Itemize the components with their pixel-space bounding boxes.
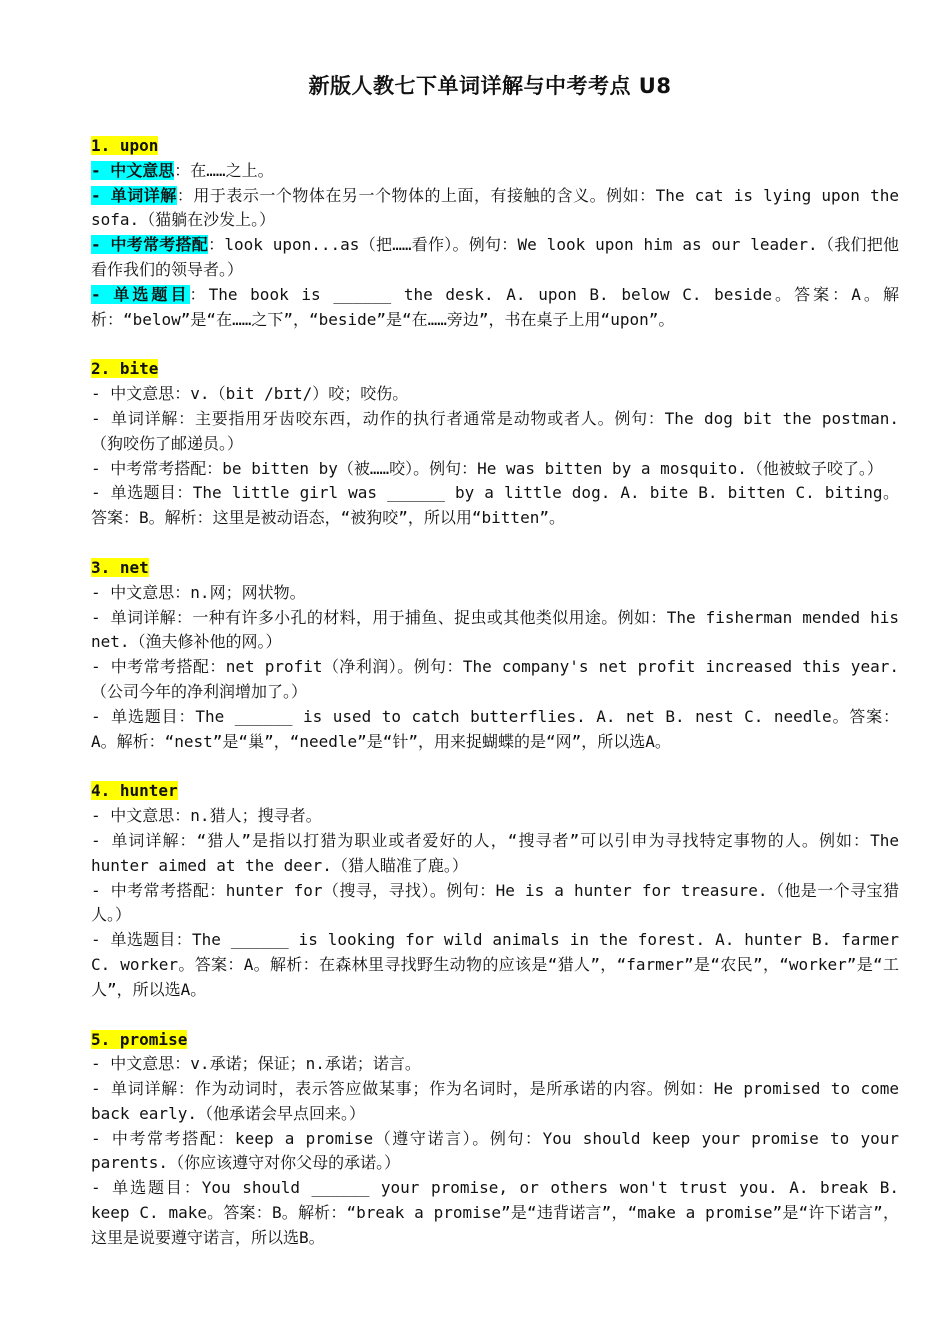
collocation-text: look upon...as（把……看作）。例句：We look upon him as our leader.（我们把他看作我们的领导者。） bbox=[91, 235, 899, 279]
separator: ： bbox=[178, 706, 196, 726]
separator: ： bbox=[176, 185, 194, 205]
meaning-text: 在……之上。 bbox=[190, 160, 274, 180]
separator: ： bbox=[217, 1128, 236, 1148]
collocation-label: - 中考常考搭配 bbox=[91, 880, 210, 900]
entry-upon bbox=[91, 134, 899, 332]
meaning-label: - 中文意思 bbox=[91, 384, 175, 404]
quiz-text: The ______ is looking for wild animals in the forest. A. hunter B. farmer C. worker。答案：A。解析：在森林里寻找野生动物的应该是“猎人”，“farmer”是“农民”，“worker”是“工人”，所以选A。 bbox=[91, 930, 899, 999]
separator: ： bbox=[209, 880, 226, 900]
quiz-label: - 单选题目 bbox=[91, 930, 176, 950]
collocation-text: keep a promise（遵守诺言）。例句：You should keep your promise to your parents.（你应该遵守对你父母的承诺。） bbox=[91, 1128, 899, 1173]
collocation-text: be bitten by（被……咬）。例句：He was bitten by a mosquito.（他被蚊子咬了。） bbox=[222, 458, 883, 478]
entry-heading: 3. net bbox=[91, 557, 149, 577]
separator: ： bbox=[178, 408, 195, 428]
quiz-label: - 单选题目 bbox=[91, 483, 177, 503]
entry-net bbox=[91, 556, 899, 754]
detail-label: - 单词详解 bbox=[91, 1079, 178, 1099]
collocation-label: - 中考常考搭配 bbox=[91, 657, 210, 677]
entry-heading: 5. promise bbox=[91, 1029, 188, 1049]
separator: ： bbox=[174, 160, 191, 180]
collocation-text: net profit（净利润）。例句：The company's net profit increased this year.（公司今年的净利润增加了。） bbox=[91, 657, 899, 701]
separator: ： bbox=[174, 582, 191, 602]
separator: ： bbox=[177, 1079, 195, 1099]
separator: ： bbox=[183, 1178, 202, 1198]
quiz-text: The ______ is used to catch butterflies. A. net B. nest C. needle。答案：A。解析：“nest”是“巢”，“needle”是“针”，用来捉蝴蝶的是“网”，所以选A。 bbox=[91, 706, 899, 751]
detail-text: 一种有许多小孔的材料，用于捕鱼、捉虫或其他类似用途。例如：The fisherman mended his net.（渔夫修补他的网。） bbox=[91, 607, 899, 652]
separator: ： bbox=[176, 607, 193, 627]
separator: ： bbox=[206, 458, 223, 478]
detail-text: 用于表示一个物体在另一个物体的上面，有接触的含义。例如：The cat is lying upon the sofa.（猫躺在沙发上。） bbox=[91, 185, 899, 230]
quiz-label: - 单选题目 bbox=[91, 284, 190, 304]
quiz-text: The book is ______ the desk. A. upon B. below C. beside。答案：A。解析：“below”是“在……之下”，“beside”是“在……旁边”，书在桌子上用“upon”。 bbox=[91, 284, 899, 329]
separator: ： bbox=[174, 806, 191, 826]
separator: ： bbox=[208, 235, 225, 255]
quiz-text: You should ______ your promise, or others won't trust you. A. break B. keep C. make。答案：B。解析：“break a promise”是“违背诺言”，“make a promise”是“许下诺言”，这里是说要遵守诺言，所以选B。 bbox=[91, 1178, 899, 1247]
detail-text: 主要指用牙齿咬东西，动作的执行者通常是动物或者人。例句：The dog bit the postman.（狗咬伤了邮递员。） bbox=[91, 408, 899, 453]
collocation-label: - 中考常考搭配 bbox=[91, 1128, 218, 1148]
collocation-label: - 中考常考搭配 bbox=[91, 458, 207, 478]
meaning-label: - 中文意思 bbox=[91, 582, 175, 602]
separator: ： bbox=[175, 930, 193, 950]
entries-list bbox=[91, 134, 899, 1276]
entry-hunter bbox=[91, 779, 899, 1002]
entry-promise bbox=[91, 1028, 899, 1251]
meaning-text: v.承诺；保证；n.承诺；诺言。 bbox=[190, 1054, 421, 1074]
entry-heading: 4. hunter bbox=[91, 781, 178, 801]
meaning-label: - 中文意思 bbox=[91, 806, 175, 826]
separator: ： bbox=[189, 284, 209, 304]
collocation-label: - 中考常考搭配 bbox=[91, 235, 209, 255]
quiz-label: - 单选题目 bbox=[91, 706, 179, 726]
meaning-text: n.网；网状物。 bbox=[190, 582, 306, 602]
separator: ： bbox=[174, 1054, 191, 1074]
meaning-text: n.猎人；搜寻者。 bbox=[190, 806, 322, 826]
detail-label: - 单词详解 bbox=[91, 607, 177, 627]
entry-bite bbox=[91, 357, 899, 531]
meaning-label: - 中文意思 bbox=[91, 160, 175, 180]
meaning-label: - 中文意思 bbox=[91, 1054, 175, 1074]
separator: ： bbox=[209, 657, 226, 677]
detail-text: 作为动词时，表示答应做某事；作为名词时，是所承诺的内容。例如：He promised to come back early.（他承诺会早点回来。） bbox=[91, 1079, 899, 1123]
collocation-text: hunter for（搜寻，寻找）。例句：He is a hunter for treasure.（他是一个寻宝猎人。） bbox=[91, 880, 899, 925]
entry-heading: 1. upon bbox=[91, 136, 159, 155]
page-title: 新版人教七下单词详解与中考考点 U8 bbox=[308, 74, 672, 98]
quiz-label: - 单选题目 bbox=[91, 1178, 184, 1198]
separator: ： bbox=[179, 830, 197, 850]
quiz-text: The little girl was ______ by a little dog. A. bite B. bitten C. biting。答案：B。解析：这里是被动语态，“被狗咬”，所以用“bitten”。 bbox=[91, 483, 899, 528]
separator: ： bbox=[174, 384, 191, 404]
detail-label: - 单词详解 bbox=[91, 185, 177, 205]
entry-heading: 2. bite bbox=[91, 359, 159, 379]
meaning-text: v.（bit /bɪt/）咬；咬伤。 bbox=[190, 384, 409, 404]
detail-text: “猎人”是指以打猎为职业或者爱好的人，“搜寻者”可以引申为寻找特定事物的人。例如：The hunter aimed at the deer.（猎人瞄准了鹿。） bbox=[91, 830, 899, 875]
detail-label: - 单词详解 bbox=[91, 830, 180, 850]
separator: ： bbox=[176, 483, 193, 503]
detail-label: - 单词详解 bbox=[91, 408, 179, 428]
